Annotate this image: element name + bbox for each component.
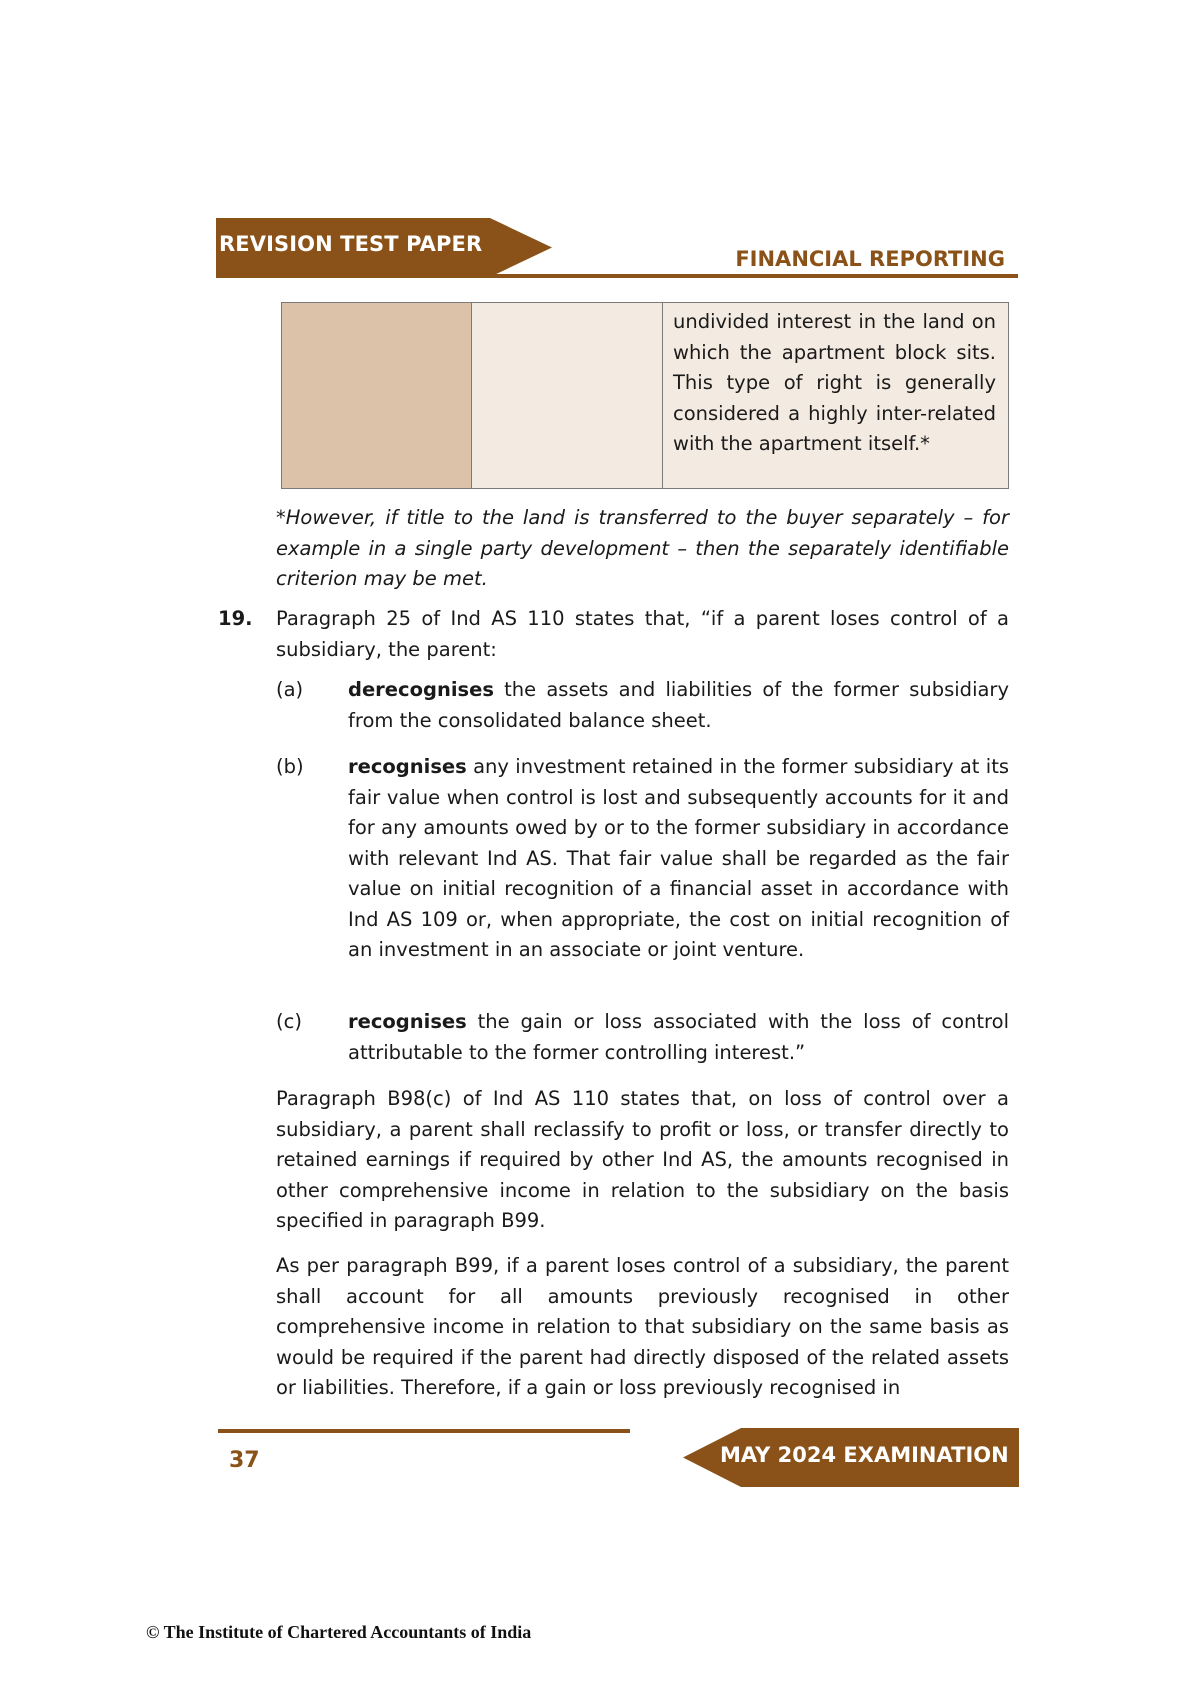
paragraph-b98: Paragraph B98(c) of Ind AS 110 states that, on loss of control over a subsidiary, a parent shall reclassify to profit or loss, or transfer directly to retained earnings if required by other Ind AS, the amounts recognised in other comprehensive income in relation to the subsidiary on the basis specified in paragraph B99. (276, 1087, 1009, 1232)
item-c-text (348, 1007, 1009, 1068)
header-left-title: REVISION TEST PAPER (219, 232, 483, 256)
item-a-body: the assets and liabilities of the former subsidiary from the consolidated balance sheet. (348, 678, 1009, 732)
copyright-notice: © The Institute of Chartered Accountants of India (146, 1622, 532, 1642)
item-b-keyword: recognises (348, 755, 467, 778)
table-row (282, 303, 1009, 489)
item-b-body: any investment retained in the former subsidiary at its fair value when control is lost and subsequently accounts for it and for any amounts owed by or to the former subsidiary in accordance with relevant Ind AS. That fair value shall be regarded as the fair value on initial recognition of a financial asset in accordance with Ind AS 109 or, when appropriate, the cost on initial recognition of an investment in an associate or joint venture. (348, 755, 1009, 961)
item-c-keyword: recognises (348, 1010, 467, 1033)
table-cell-3-text: undivided interest in the land on which the apartment block sits. This type of right is generally considered a highly inter-related with the apartment itself.* (673, 310, 996, 455)
question-number: 19. (218, 607, 253, 630)
item-c-body: the gain or loss associated with the loss of control attributable to the former controlling interest.” (348, 1010, 1009, 1064)
question-intro: Paragraph 25 of Ind AS 110 states that, “if a parent loses control of a subsidiary, the parent: (276, 607, 1009, 661)
header-rule (216, 274, 1018, 278)
table-cell-1 (282, 303, 472, 489)
continued-table (281, 302, 1009, 489)
table-cell-3 (663, 303, 1009, 489)
item-b-text (348, 752, 1009, 966)
header-right-title: FINANCIAL REPORTING (735, 247, 1005, 271)
footer-exam-title: MAY 2024 EXAMINATION (720, 1443, 1009, 1467)
item-a-text (348, 675, 1009, 736)
item-b-label: (b) (276, 755, 304, 778)
item-c-label: (c) (276, 1010, 302, 1033)
table-footnote: *However, if title to the land is transferred to the buyer separately – for example in a single party development – then the separately identifiable criterion may be met. (276, 506, 1009, 590)
footer-rule (218, 1429, 630, 1433)
item-a-keyword: derecognises (348, 678, 494, 701)
paragraph-b99: As per paragraph B99, if a parent loses control of a subsidiary, the parent shall account for all amounts previously recognised in other comprehensive income in relation to that subsidiary on the same basis as would be required if the parent had directly disposed of the related assets or liabilities. Therefore, if a gain or loss previously recognised in (276, 1254, 1009, 1399)
item-a-label: (a) (276, 678, 304, 701)
page-number: 37 (229, 1448, 260, 1473)
table-cell-2 (472, 303, 663, 489)
